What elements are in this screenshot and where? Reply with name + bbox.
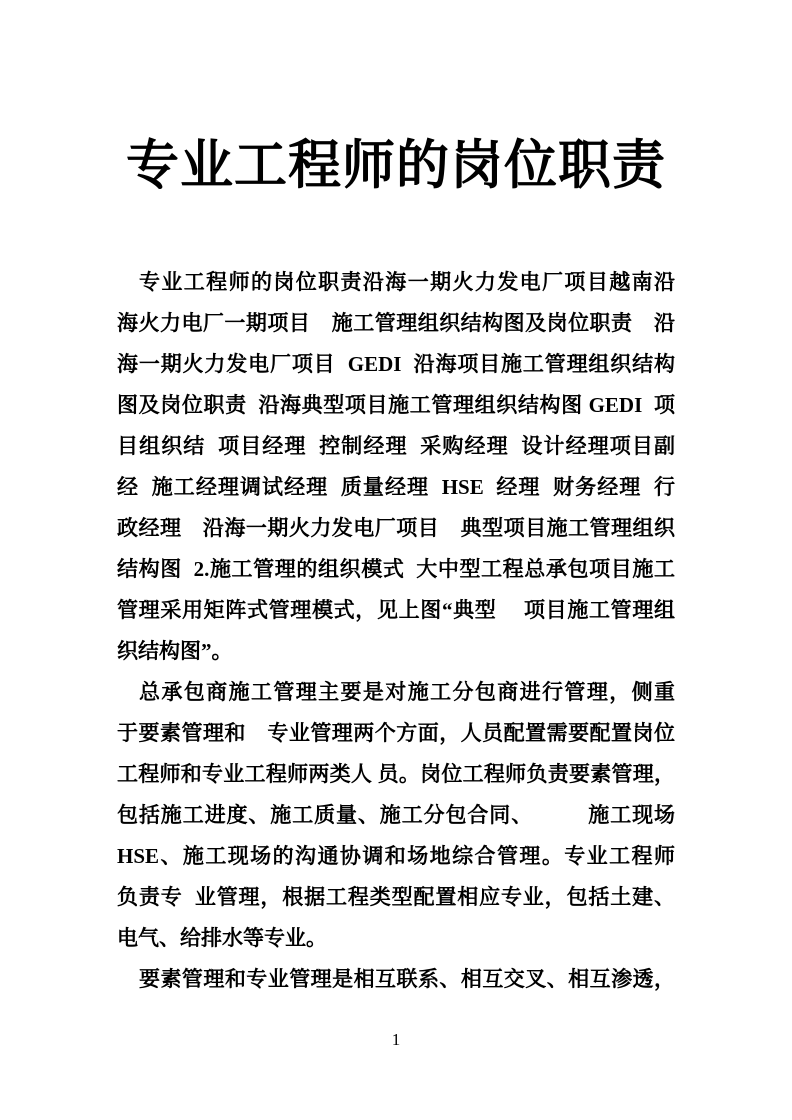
text-line: 政经理 沿海一期火力发电厂项目 典型项目施工管理组织 xyxy=(117,516,675,540)
text-line: 海火力电厂一期项目 施工管理组织结构图及岗位职责 沿 xyxy=(117,311,675,335)
paragraph xyxy=(117,672,675,959)
text-line: 海一期火力发电厂项目 GEDI 沿海项目施工管理组织结构 xyxy=(117,352,675,376)
text-line: 于要素管理和 专业管理两个方面，人员配置需要配置岗位 xyxy=(117,721,675,745)
text-line: 经 施工经理调试经理 质量经理 HSE 经理 财务经理 行 xyxy=(117,475,675,499)
text-line: HSE、施工现场的沟通协调和场地综合管理。专业工程师 xyxy=(117,844,675,868)
paragraph xyxy=(117,262,675,672)
page-number: 1 xyxy=(391,1030,401,1049)
text-line: 负责专 业管理，根据工程类型配置相应专业，包括土建、 xyxy=(117,885,675,909)
text-line: 织结构图”。 xyxy=(117,639,233,663)
text-line: 总承包商施工管理主要是对施工分包商进行管理，侧重 xyxy=(139,680,675,704)
text-line: 要素管理和专业管理是相互联系、相互交叉、相互渗透， xyxy=(139,967,675,991)
text-line: 管理采用矩阵式管理模式，见上图“典型 项目施工管理组 xyxy=(117,598,675,622)
document-title: 专业工程师的岗位职责 xyxy=(126,137,666,195)
text-line: 图及岗位职责 沿海典型项目施工管理组织结构图 GEDI 项 xyxy=(117,393,675,417)
text-line: 包括施工进度、施工质量、施工分包合同、 施工现场 xyxy=(117,803,675,827)
text-line: 专业工程师的岗位职责沿海一期火力发电厂项目越南沿 xyxy=(139,270,675,294)
document-body xyxy=(117,262,675,1000)
text-line: 目组织结 项目经理 控制经理 采购经理 设计经理项目副 xyxy=(117,434,675,458)
paragraph xyxy=(117,959,675,1000)
text-line: 电气、给排水等专业。 xyxy=(117,926,327,950)
text-line: 工程师和专业工程师两类人 员。岗位工程师负责要素管理， xyxy=(117,762,675,786)
text-line: 结构图 2.施工管理的组织模式 大中型工程总承包项目施工 xyxy=(117,557,675,581)
